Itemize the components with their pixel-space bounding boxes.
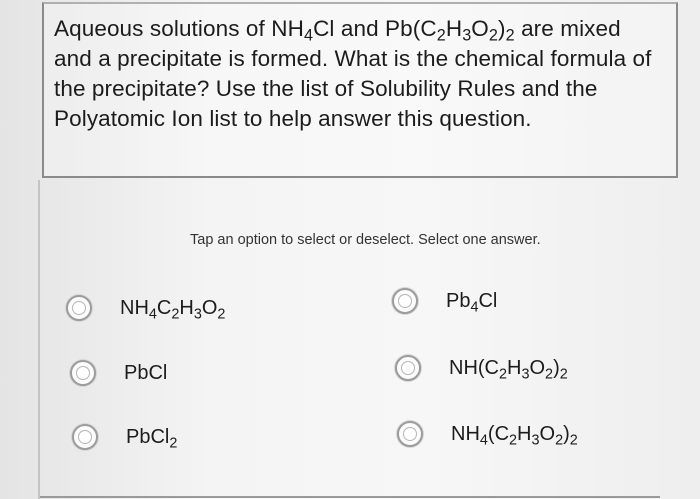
question-line-1-part: )	[498, 16, 506, 41]
question-line-1-part: Cl and Pb(C	[313, 16, 437, 41]
answer-option-label	[126, 426, 177, 449]
answer-option-2[interactable]	[392, 288, 497, 314]
radio-button-icon[interactable]	[70, 360, 96, 386]
radio-inner-ring	[76, 366, 90, 380]
formula-text: H	[179, 296, 194, 319]
question-line-1-part: are mixed	[514, 16, 621, 41]
formula-subscript: 2	[555, 431, 564, 448]
instruction-text: Tap an option to select or deselect. Select one answer.	[190, 232, 541, 248]
radio-button-icon[interactable]	[395, 355, 421, 381]
formula-text: O	[201, 296, 218, 319]
radio-inner-ring	[72, 301, 86, 315]
formula-subscript: 3	[531, 431, 540, 448]
formula-text: Pb	[446, 289, 471, 312]
formula-text: NH(C	[449, 356, 499, 379]
question-line-1-part: O	[471, 16, 489, 41]
answer-option-1[interactable]	[66, 295, 225, 321]
formula-text: O	[539, 422, 556, 445]
radio-inner-ring	[78, 430, 92, 444]
answer-option-label	[120, 297, 225, 320]
formula-subscript: 3	[521, 365, 530, 382]
question-line-4: Polyatomic Ion list to help answer this question.	[54, 106, 532, 131]
divider-line	[40, 496, 660, 498]
formula-text: )	[563, 422, 570, 445]
radio-button-icon[interactable]	[66, 295, 92, 321]
formula-subscript: 2	[171, 305, 180, 322]
formula-text: NH	[451, 422, 480, 445]
radio-inner-ring	[401, 361, 415, 375]
answer-option-6[interactable]	[397, 421, 578, 447]
radio-inner-ring	[398, 294, 412, 308]
question-line-1-subscript: 2	[488, 26, 499, 45]
formula-subscript: 2	[217, 305, 226, 322]
formula-text: PbCl	[124, 361, 168, 384]
radio-button-icon[interactable]	[397, 421, 423, 447]
formula-subscript: 2	[569, 431, 578, 448]
formula-subscript: 2	[545, 365, 554, 382]
question-line-1-subscript: 3	[462, 26, 472, 45]
answer-option-4[interactable]	[395, 355, 568, 381]
question-line-1-subscript: 4	[303, 26, 314, 45]
formula-subscript: 2	[509, 431, 518, 448]
formula-subscript: 3	[193, 305, 202, 322]
question-line-1-part: H	[445, 16, 463, 41]
radio-button-icon[interactable]	[392, 288, 418, 314]
formula-text: (C	[487, 422, 510, 445]
question-line-1-subscript: 2	[505, 26, 515, 45]
formula-text: H	[507, 356, 522, 379]
formula-subscript: 4	[470, 298, 479, 315]
formula-text: H	[517, 422, 532, 445]
answer-option-label	[451, 423, 578, 446]
formula-text: C	[156, 296, 172, 319]
formula-text: PbCl	[126, 425, 170, 448]
radio-button-icon[interactable]	[72, 424, 98, 450]
radio-inner-ring	[403, 427, 417, 441]
answer-option-label	[446, 290, 497, 313]
question-line-1-part: Aqueous solutions of NH	[54, 16, 304, 41]
formula-subscript: 4	[479, 431, 488, 448]
formula-text: NH	[120, 296, 149, 319]
question-text	[54, 14, 666, 134]
question-line-1	[54, 14, 666, 44]
question-line-1-subscript: 2	[436, 26, 446, 45]
formula-subscript: 2	[499, 365, 508, 382]
formula-subscript: 2	[559, 365, 568, 382]
answer-option-label	[124, 362, 167, 385]
formula-text: O	[529, 356, 546, 379]
formula-text: Cl	[478, 289, 498, 312]
formula-subscript: 4	[148, 305, 157, 322]
question-line-2: and a precipitate is formed. What is the chemical formula of	[54, 46, 652, 71]
answer-option-3[interactable]	[70, 360, 167, 386]
answer-option-label	[449, 357, 568, 380]
divider-line	[38, 180, 40, 499]
formula-text: )	[553, 356, 560, 379]
question-line-3: the precipitate? Use the list of Solubility Rules and the	[54, 76, 598, 101]
answer-option-5[interactable]	[72, 424, 177, 450]
formula-subscript: 2	[169, 434, 178, 451]
